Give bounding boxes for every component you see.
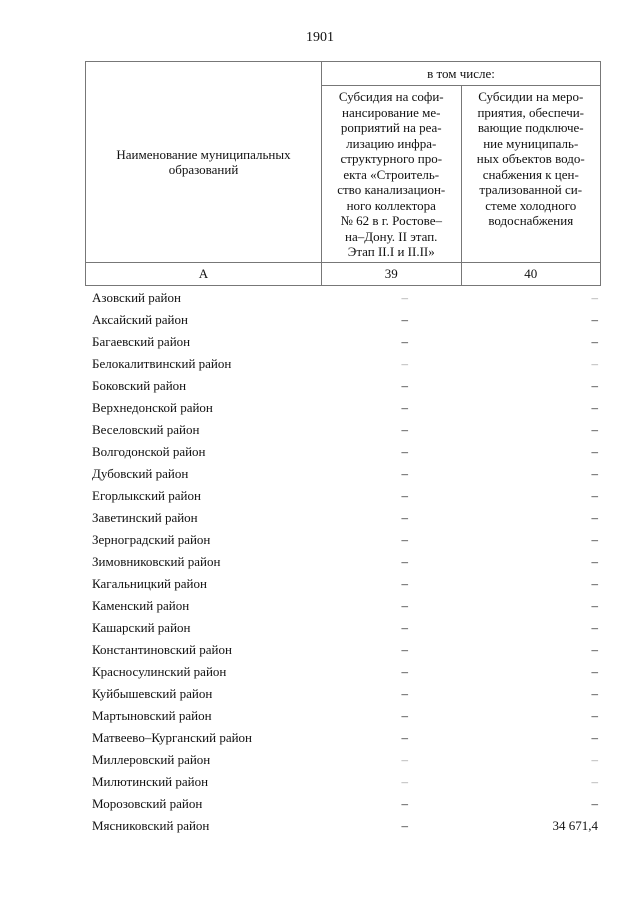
value-col40: – — [591, 598, 598, 613]
column-header-including: в том числе: — [322, 62, 601, 86]
value-col39: – — [401, 818, 408, 833]
column-header-40: Субсидии на меро- приятия, обеспечи- вающие подключе- ние муниципаль- ных объектов водо- снабжения к цен- трализованной си- стеме холодного водоснабжения — [461, 86, 601, 263]
district-name: Мясниковский район — [92, 818, 210, 833]
value-col39: – — [401, 334, 408, 349]
value-col39: – — [401, 774, 408, 789]
value-col40: – — [591, 730, 598, 745]
table-row — [92, 441, 598, 463]
table-row — [92, 551, 598, 573]
value-col40: – — [591, 774, 598, 789]
value-col39: – — [401, 510, 408, 525]
value-col40: – — [591, 576, 598, 591]
table-row — [92, 771, 598, 793]
value-col39: – — [401, 598, 408, 613]
table-row — [92, 375, 598, 397]
value-col39: – — [401, 422, 408, 437]
district-name: Дубовский район — [92, 466, 189, 481]
district-name: Мартыновский район — [92, 708, 212, 723]
value-col40: – — [591, 312, 598, 327]
value-col39: – — [401, 356, 408, 371]
district-name: Зимовниковский район — [92, 554, 221, 569]
value-col40: – — [591, 290, 598, 305]
district-name: Волгодонской район — [92, 444, 206, 459]
table-row — [92, 749, 598, 771]
district-name: Веселовский район — [92, 422, 200, 437]
table-row — [92, 705, 598, 727]
value-col39: – — [401, 796, 408, 811]
value-col40: – — [591, 620, 598, 635]
value-col40: – — [591, 466, 598, 481]
table-row — [92, 661, 598, 683]
district-name: Аксайский район — [92, 312, 188, 327]
district-name: Матвеево–Курганский район — [92, 730, 253, 745]
value-col40: – — [591, 686, 598, 701]
table-row — [92, 815, 598, 837]
table-body — [92, 287, 598, 837]
value-col39: – — [401, 290, 408, 305]
value-col39: – — [401, 664, 408, 679]
value-col39: – — [401, 752, 408, 767]
district-name: Кашарский район — [92, 620, 191, 635]
value-col39: – — [401, 620, 408, 635]
district-name: Красносулинский район — [92, 664, 227, 679]
value-col40: – — [591, 400, 598, 415]
value-col39: – — [401, 488, 408, 503]
value-col40: – — [591, 510, 598, 525]
value-col40: – — [591, 422, 598, 437]
table-header — [85, 61, 601, 286]
table-row — [92, 287, 598, 309]
district-name: Миллеровский район — [92, 752, 211, 767]
table-row — [92, 683, 598, 705]
value-col40: – — [591, 664, 598, 679]
value-col39: – — [401, 554, 408, 569]
table-row — [92, 507, 598, 529]
district-name: Белокалитвинский район — [92, 356, 232, 371]
value-col39: – — [401, 642, 408, 657]
table-row — [92, 463, 598, 485]
value-col40: – — [591, 378, 598, 393]
value-col39: – — [401, 532, 408, 547]
table-row — [92, 353, 598, 375]
value-col40: – — [591, 532, 598, 547]
district-name: Константиновский район — [92, 642, 232, 657]
table-row — [92, 793, 598, 815]
value-col40: – — [591, 752, 598, 767]
district-name: Боковский район — [92, 378, 187, 393]
value-col40: – — [591, 444, 598, 459]
value-col39: – — [401, 686, 408, 701]
table-row — [92, 419, 598, 441]
district-name: Азовский район — [92, 290, 181, 305]
value-col40: – — [591, 796, 598, 811]
value-col39: – — [401, 730, 408, 745]
value-col39: – — [401, 466, 408, 481]
value-col39: – — [401, 400, 408, 415]
table-row — [92, 617, 598, 639]
column-code-a: А — [86, 263, 322, 286]
column-code-39: 39 — [322, 263, 462, 286]
district-name: Каменский район — [92, 598, 190, 613]
district-name: Морозовский район — [92, 796, 203, 811]
district-name: Верхнедонской район — [92, 400, 213, 415]
value-col40: – — [591, 642, 598, 657]
table-row — [92, 397, 598, 419]
district-name: Багаевский район — [92, 334, 191, 349]
value-col39: – — [401, 312, 408, 327]
district-name: Куйбышевский район — [92, 686, 213, 701]
district-name: Егорлыкский район — [92, 488, 201, 503]
value-col39: – — [401, 378, 408, 393]
page-number: 1901 — [306, 30, 334, 45]
district-name: Заветинский район — [92, 510, 198, 525]
column-header-name: Наименование муниципальных образований — [86, 62, 322, 263]
value-col39: – — [401, 576, 408, 591]
table-row — [92, 485, 598, 507]
value-col40: – — [591, 488, 598, 503]
value-col40: – — [591, 554, 598, 569]
table-row — [92, 727, 598, 749]
column-code-40: 40 — [461, 263, 601, 286]
district-name: Зерноградский район — [92, 532, 211, 547]
value-col40: 34 671,4 — [552, 818, 598, 833]
value-col40: – — [591, 708, 598, 723]
value-col39: – — [401, 708, 408, 723]
table-row — [92, 595, 598, 617]
district-name: Милютинский район — [92, 774, 209, 789]
table-row — [92, 309, 598, 331]
table-row — [92, 529, 598, 551]
value-col40: – — [591, 334, 598, 349]
table-row — [92, 573, 598, 595]
column-header-39: Субсидия на софи- нансирование ме- роприятий на реа- лизацию инфра- структурного про- екта «Строитель- ство канализацион- ного коллектора № 62 в г. Ростове– на–Дону. II этап. Этап II.I и II.II» — [322, 86, 462, 263]
table-row — [92, 639, 598, 661]
value-col40: – — [591, 356, 598, 371]
district-name: Кагальницкий район — [92, 576, 207, 591]
value-col39: – — [401, 444, 408, 459]
table-row — [92, 331, 598, 353]
